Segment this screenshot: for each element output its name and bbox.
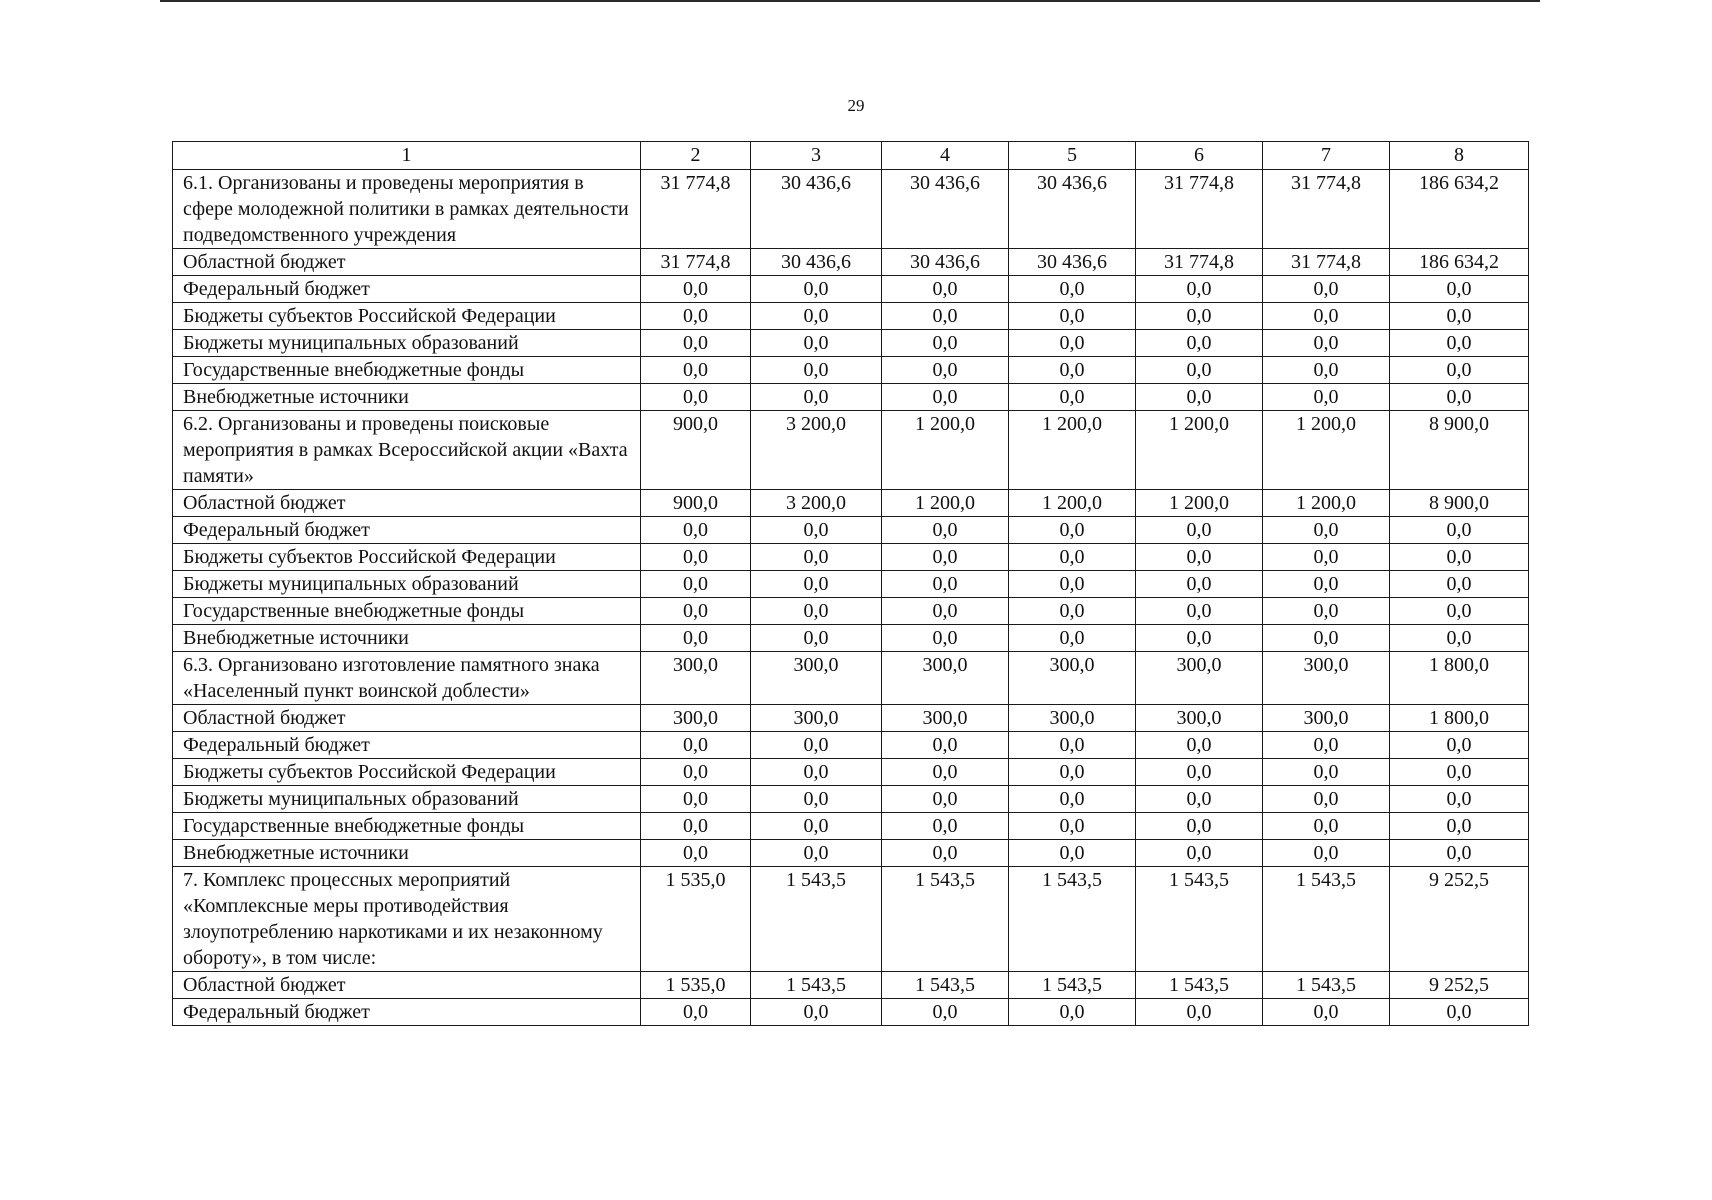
value-cell-col-5: 0,0 xyxy=(1009,759,1136,786)
table-row xyxy=(173,544,1529,571)
table-row xyxy=(173,384,1529,411)
value-cell-col-7: 0,0 xyxy=(1263,517,1390,544)
value-cell-col-6: 1 200,0 xyxy=(1136,490,1263,517)
value-cell-col-3: 0,0 xyxy=(751,357,882,384)
row-label: Бюджеты муниципальных образований xyxy=(173,571,641,598)
value-cell-col-8: 0,0 xyxy=(1390,330,1529,357)
value-cell-col-8: 0,0 xyxy=(1390,303,1529,330)
table-row xyxy=(173,652,1529,705)
value-cell-col-4: 0,0 xyxy=(882,276,1009,303)
value-cell-col-8: 0,0 xyxy=(1390,384,1529,411)
value-cell-col-5: 30 436,6 xyxy=(1009,170,1136,249)
column-header-6: 6 xyxy=(1136,142,1263,170)
table-row xyxy=(173,705,1529,732)
value-cell-col-3: 0,0 xyxy=(751,813,882,840)
value-cell-col-4: 0,0 xyxy=(882,544,1009,571)
row-label: Государственные внебюджетные фонды xyxy=(173,598,641,625)
value-cell-col-8: 0,0 xyxy=(1390,732,1529,759)
value-cell-col-3: 0,0 xyxy=(751,999,882,1026)
value-cell-col-7: 0,0 xyxy=(1263,813,1390,840)
value-cell-col-4: 0,0 xyxy=(882,357,1009,384)
value-cell-col-4: 0,0 xyxy=(882,813,1009,840)
value-cell-col-4: 0,0 xyxy=(882,786,1009,813)
value-cell-col-6: 300,0 xyxy=(1136,652,1263,705)
column-number-row xyxy=(173,142,1529,170)
value-cell-col-8: 8 900,0 xyxy=(1390,411,1529,490)
table-row xyxy=(173,330,1529,357)
value-cell-col-2: 0,0 xyxy=(641,786,751,813)
value-cell-col-3: 300,0 xyxy=(751,705,882,732)
value-cell-col-5: 30 436,6 xyxy=(1009,249,1136,276)
table-row xyxy=(173,972,1529,999)
value-cell-col-5: 1 543,5 xyxy=(1009,972,1136,999)
value-cell-col-8: 0,0 xyxy=(1390,276,1529,303)
value-cell-col-2: 0,0 xyxy=(641,303,751,330)
table-row xyxy=(173,411,1529,490)
value-cell-col-5: 0,0 xyxy=(1009,517,1136,544)
row-label: Государственные внебюджетные фонды xyxy=(173,813,641,840)
value-cell-col-5: 0,0 xyxy=(1009,330,1136,357)
column-header-7: 7 xyxy=(1263,142,1390,170)
row-label: Федеральный бюджет xyxy=(173,276,641,303)
value-cell-col-2: 0,0 xyxy=(641,759,751,786)
table-row xyxy=(173,249,1529,276)
value-cell-col-3: 0,0 xyxy=(751,517,882,544)
value-cell-col-7: 0,0 xyxy=(1263,276,1390,303)
row-label: Внебюджетные источники xyxy=(173,625,641,652)
value-cell-col-7: 0,0 xyxy=(1263,786,1390,813)
value-cell-col-7: 0,0 xyxy=(1263,625,1390,652)
value-cell-col-5: 300,0 xyxy=(1009,705,1136,732)
value-cell-col-7: 0,0 xyxy=(1263,384,1390,411)
table-row xyxy=(173,490,1529,517)
row-label: Федеральный бюджет xyxy=(173,999,641,1026)
value-cell-col-3: 1 543,5 xyxy=(751,867,882,972)
value-cell-col-7: 1 200,0 xyxy=(1263,490,1390,517)
value-cell-col-4: 1 200,0 xyxy=(882,490,1009,517)
value-cell-col-3: 0,0 xyxy=(751,732,882,759)
value-cell-col-6: 1 543,5 xyxy=(1136,867,1263,972)
value-cell-col-4: 0,0 xyxy=(882,759,1009,786)
value-cell-col-3: 3 200,0 xyxy=(751,490,882,517)
value-cell-col-3: 0,0 xyxy=(751,625,882,652)
value-cell-col-3: 0,0 xyxy=(751,571,882,598)
column-header-8: 8 xyxy=(1390,142,1529,170)
table-body xyxy=(173,142,1529,1026)
value-cell-col-8: 0,0 xyxy=(1390,571,1529,598)
value-cell-col-4: 30 436,6 xyxy=(882,170,1009,249)
value-cell-col-2: 0,0 xyxy=(641,276,751,303)
value-cell-col-3: 30 436,6 xyxy=(751,170,882,249)
row-label: Областной бюджет xyxy=(173,972,641,999)
value-cell-col-8: 0,0 xyxy=(1390,357,1529,384)
table-row xyxy=(173,517,1529,544)
value-cell-col-7: 0,0 xyxy=(1263,330,1390,357)
value-cell-col-7: 0,0 xyxy=(1263,303,1390,330)
value-cell-col-4: 300,0 xyxy=(882,652,1009,705)
value-cell-col-8: 9 252,5 xyxy=(1390,867,1529,972)
table-row xyxy=(173,732,1529,759)
value-cell-col-8: 0,0 xyxy=(1390,759,1529,786)
value-cell-col-3: 0,0 xyxy=(751,840,882,867)
value-cell-col-5: 0,0 xyxy=(1009,732,1136,759)
table-row xyxy=(173,999,1529,1026)
value-cell-col-2: 0,0 xyxy=(641,732,751,759)
value-cell-col-7: 300,0 xyxy=(1263,652,1390,705)
value-cell-col-5: 0,0 xyxy=(1009,384,1136,411)
value-cell-col-6: 0,0 xyxy=(1136,786,1263,813)
scan-edge-line xyxy=(160,0,1540,2)
value-cell-col-3: 0,0 xyxy=(751,786,882,813)
value-cell-col-6: 0,0 xyxy=(1136,813,1263,840)
table-row xyxy=(173,571,1529,598)
row-label: Федеральный бюджет xyxy=(173,732,641,759)
column-header-4: 4 xyxy=(882,142,1009,170)
table-row xyxy=(173,840,1529,867)
value-cell-col-5: 0,0 xyxy=(1009,813,1136,840)
row-label: 6.3. Организовано изготовление памятного знака «Населенный пункт воинской доблести» xyxy=(173,652,641,705)
value-cell-col-6: 0,0 xyxy=(1136,732,1263,759)
value-cell-col-4: 1 543,5 xyxy=(882,972,1009,999)
value-cell-col-5: 0,0 xyxy=(1009,840,1136,867)
value-cell-col-3: 300,0 xyxy=(751,652,882,705)
row-label: Областной бюджет xyxy=(173,249,641,276)
value-cell-col-5: 0,0 xyxy=(1009,786,1136,813)
value-cell-col-8: 186 634,2 xyxy=(1390,249,1529,276)
row-label: Бюджеты муниципальных образований xyxy=(173,786,641,813)
row-label: Областной бюджет xyxy=(173,705,641,732)
value-cell-col-7: 31 774,8 xyxy=(1263,249,1390,276)
value-cell-col-7: 1 543,5 xyxy=(1263,867,1390,972)
value-cell-col-5: 0,0 xyxy=(1009,276,1136,303)
value-cell-col-5: 0,0 xyxy=(1009,357,1136,384)
value-cell-col-2: 0,0 xyxy=(641,625,751,652)
value-cell-col-8: 0,0 xyxy=(1390,813,1529,840)
value-cell-col-4: 0,0 xyxy=(882,384,1009,411)
column-header-1: 1 xyxy=(173,142,641,170)
value-cell-col-6: 0,0 xyxy=(1136,517,1263,544)
value-cell-col-6: 0,0 xyxy=(1136,276,1263,303)
row-label: Бюджеты субъектов Российской Федерации xyxy=(173,759,641,786)
value-cell-col-7: 0,0 xyxy=(1263,571,1390,598)
value-cell-col-2: 0,0 xyxy=(641,999,751,1026)
value-cell-col-2: 300,0 xyxy=(641,652,751,705)
value-cell-col-2: 0,0 xyxy=(641,330,751,357)
value-cell-col-8: 0,0 xyxy=(1390,517,1529,544)
column-header-2: 2 xyxy=(641,142,751,170)
value-cell-col-7: 300,0 xyxy=(1263,705,1390,732)
value-cell-col-3: 0,0 xyxy=(751,330,882,357)
value-cell-col-2: 1 535,0 xyxy=(641,867,751,972)
value-cell-col-2: 0,0 xyxy=(641,571,751,598)
value-cell-col-4: 30 436,6 xyxy=(882,249,1009,276)
value-cell-col-2: 0,0 xyxy=(641,357,751,384)
value-cell-col-2: 300,0 xyxy=(641,705,751,732)
value-cell-col-7: 0,0 xyxy=(1263,840,1390,867)
value-cell-col-5: 0,0 xyxy=(1009,999,1136,1026)
value-cell-col-2: 0,0 xyxy=(641,598,751,625)
value-cell-col-8: 0,0 xyxy=(1390,544,1529,571)
column-header-5: 5 xyxy=(1009,142,1136,170)
value-cell-col-5: 300,0 xyxy=(1009,652,1136,705)
value-cell-col-7: 1 543,5 xyxy=(1263,972,1390,999)
table-row xyxy=(173,357,1529,384)
value-cell-col-7: 0,0 xyxy=(1263,999,1390,1026)
value-cell-col-6: 31 774,8 xyxy=(1136,249,1263,276)
value-cell-col-8: 0,0 xyxy=(1390,840,1529,867)
value-cell-col-3: 0,0 xyxy=(751,303,882,330)
row-label: 6.1. Организованы и проведены мероприятия в сфере молодежной политики в рамках деятельности подведомственного учреждения xyxy=(173,170,641,249)
value-cell-col-6: 0,0 xyxy=(1136,625,1263,652)
value-cell-col-4: 0,0 xyxy=(882,625,1009,652)
value-cell-col-6: 0,0 xyxy=(1136,384,1263,411)
value-cell-col-8: 186 634,2 xyxy=(1390,170,1529,249)
value-cell-col-8: 0,0 xyxy=(1390,786,1529,813)
table-row xyxy=(173,813,1529,840)
value-cell-col-3: 0,0 xyxy=(751,759,882,786)
row-label: Бюджеты муниципальных образований xyxy=(173,330,641,357)
row-label: 7. Комплекс процессных мероприятий «Комплексные меры противодействия злоупотреблению наркотиками и их незаконному обороту», в том числе: xyxy=(173,867,641,972)
value-cell-col-3: 0,0 xyxy=(751,276,882,303)
value-cell-col-6: 0,0 xyxy=(1136,759,1263,786)
value-cell-col-4: 0,0 xyxy=(882,571,1009,598)
value-cell-col-4: 0,0 xyxy=(882,303,1009,330)
value-cell-col-5: 1 200,0 xyxy=(1009,411,1136,490)
row-label: 6.2. Организованы и проведены поисковые мероприятия в рамках Всероссийской акции «Вахта памяти» xyxy=(173,411,641,490)
value-cell-col-8: 0,0 xyxy=(1390,999,1529,1026)
value-cell-col-2: 900,0 xyxy=(641,490,751,517)
value-cell-col-2: 1 535,0 xyxy=(641,972,751,999)
value-cell-col-2: 900,0 xyxy=(641,411,751,490)
row-label: Бюджеты субъектов Российской Федерации xyxy=(173,303,641,330)
value-cell-col-6: 31 774,8 xyxy=(1136,170,1263,249)
value-cell-col-8: 0,0 xyxy=(1390,625,1529,652)
value-cell-col-6: 0,0 xyxy=(1136,571,1263,598)
value-cell-col-5: 0,0 xyxy=(1009,571,1136,598)
table-row xyxy=(173,276,1529,303)
value-cell-col-2: 0,0 xyxy=(641,517,751,544)
value-cell-col-6: 0,0 xyxy=(1136,357,1263,384)
table-row xyxy=(173,867,1529,972)
value-cell-col-5: 0,0 xyxy=(1009,625,1136,652)
value-cell-col-8: 1 800,0 xyxy=(1390,705,1529,732)
table-row xyxy=(173,786,1529,813)
value-cell-col-4: 0,0 xyxy=(882,598,1009,625)
value-cell-col-6: 1 543,5 xyxy=(1136,972,1263,999)
table-row xyxy=(173,598,1529,625)
value-cell-col-4: 1 543,5 xyxy=(882,867,1009,972)
value-cell-col-7: 0,0 xyxy=(1263,598,1390,625)
table-row xyxy=(173,170,1529,249)
value-cell-col-2: 0,0 xyxy=(641,840,751,867)
value-cell-col-5: 0,0 xyxy=(1009,598,1136,625)
budget-table xyxy=(172,141,1529,1026)
value-cell-col-6: 0,0 xyxy=(1136,598,1263,625)
value-cell-col-7: 1 200,0 xyxy=(1263,411,1390,490)
row-label: Государственные внебюджетные фонды xyxy=(173,357,641,384)
value-cell-col-4: 0,0 xyxy=(882,517,1009,544)
row-label: Внебюджетные источники xyxy=(173,384,641,411)
value-cell-col-4: 0,0 xyxy=(882,840,1009,867)
value-cell-col-2: 0,0 xyxy=(641,384,751,411)
row-label: Бюджеты субъектов Российской Федерации xyxy=(173,544,641,571)
value-cell-col-3: 30 436,6 xyxy=(751,249,882,276)
value-cell-col-2: 0,0 xyxy=(641,544,751,571)
value-cell-col-4: 0,0 xyxy=(882,330,1009,357)
value-cell-col-6: 1 200,0 xyxy=(1136,411,1263,490)
value-cell-col-7: 31 774,8 xyxy=(1263,170,1390,249)
value-cell-col-4: 300,0 xyxy=(882,705,1009,732)
table-row xyxy=(173,303,1529,330)
value-cell-col-7: 0,0 xyxy=(1263,544,1390,571)
value-cell-col-8: 0,0 xyxy=(1390,598,1529,625)
value-cell-col-6: 0,0 xyxy=(1136,840,1263,867)
table-row xyxy=(173,625,1529,652)
value-cell-col-3: 0,0 xyxy=(751,384,882,411)
page-number: 29 xyxy=(847,96,865,115)
value-cell-col-3: 0,0 xyxy=(751,598,882,625)
value-cell-col-6: 0,0 xyxy=(1136,544,1263,571)
column-header-3: 3 xyxy=(751,142,882,170)
value-cell-col-8: 9 252,5 xyxy=(1390,972,1529,999)
value-cell-col-2: 31 774,8 xyxy=(641,249,751,276)
value-cell-col-6: 0,0 xyxy=(1136,999,1263,1026)
value-cell-col-4: 0,0 xyxy=(882,999,1009,1026)
value-cell-col-5: 1 200,0 xyxy=(1009,490,1136,517)
value-cell-col-6: 0,0 xyxy=(1136,330,1263,357)
value-cell-col-7: 0,0 xyxy=(1263,759,1390,786)
value-cell-col-4: 1 200,0 xyxy=(882,411,1009,490)
value-cell-col-4: 0,0 xyxy=(882,732,1009,759)
value-cell-col-6: 0,0 xyxy=(1136,303,1263,330)
value-cell-col-5: 0,0 xyxy=(1009,303,1136,330)
row-label: Внебюджетные источники xyxy=(173,840,641,867)
value-cell-col-3: 1 543,5 xyxy=(751,972,882,999)
value-cell-col-3: 0,0 xyxy=(751,544,882,571)
value-cell-col-8: 1 800,0 xyxy=(1390,652,1529,705)
value-cell-col-5: 0,0 xyxy=(1009,544,1136,571)
value-cell-col-7: 0,0 xyxy=(1263,732,1390,759)
value-cell-col-2: 0,0 xyxy=(641,813,751,840)
value-cell-col-5: 1 543,5 xyxy=(1009,867,1136,972)
value-cell-col-3: 3 200,0 xyxy=(751,411,882,490)
value-cell-col-2: 31 774,8 xyxy=(641,170,751,249)
row-label: Федеральный бюджет xyxy=(173,517,641,544)
table-row xyxy=(173,759,1529,786)
value-cell-col-6: 300,0 xyxy=(1136,705,1263,732)
value-cell-col-7: 0,0 xyxy=(1263,357,1390,384)
row-label: Областной бюджет xyxy=(173,490,641,517)
value-cell-col-8: 8 900,0 xyxy=(1390,490,1529,517)
